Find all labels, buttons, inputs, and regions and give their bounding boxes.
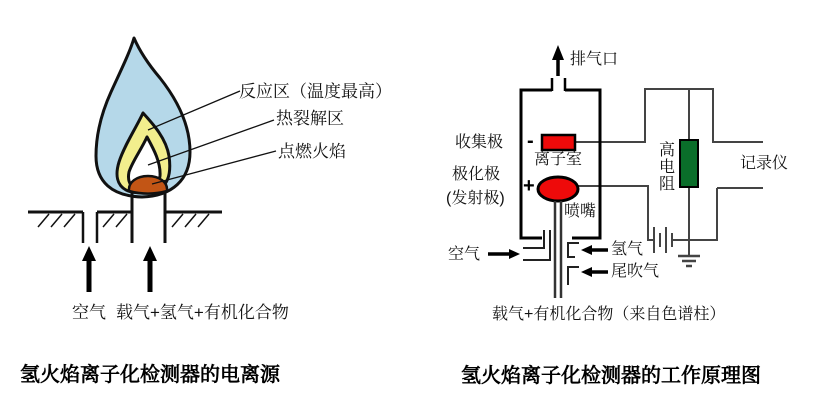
burner-structure [28, 191, 222, 243]
air-label-left: 空气 [72, 303, 106, 322]
collector-electrode-shape [542, 135, 575, 150]
air-arrow-head [82, 246, 96, 261]
makeup-gas-label: 尾吹气 [611, 263, 660, 280]
makeup-arrow-head [581, 267, 592, 277]
battery-symbol [654, 227, 672, 253]
collector-label: 收集极 [455, 134, 504, 151]
nozzle-label: 喷嘴 [564, 203, 597, 220]
gas-flow-arrows [82, 246, 157, 292]
emitter-label: (发射极) [446, 190, 505, 207]
exhaust-arrow [552, 45, 564, 76]
ion-chamber-label: 离子室 [534, 151, 583, 168]
carrier-gas-label-right: 载气+有机化合物（来自色谱柱） [492, 306, 726, 323]
high-resistance-label: 高电阻 [658, 142, 675, 193]
ignition-flame-label: 点燃火焰 [278, 142, 346, 161]
makeup-inlet-structure [568, 267, 579, 285]
emitter-nozzle-shape [538, 177, 578, 201]
reaction-zone-label: 反应区（温度最高） [239, 82, 392, 101]
high-resistance-resistor [680, 140, 698, 187]
hydrogen-label: 氢气 [611, 241, 644, 258]
air-inlet-arrow-head [509, 249, 520, 259]
polarizing-label: 极化极 [452, 166, 501, 183]
air-label-right: 空气 [448, 246, 481, 263]
recorder-label: 记录仪 [740, 155, 789, 172]
air-inlet-structure [523, 230, 550, 261]
minus-sign: - [527, 130, 534, 152]
plus-sign: + [523, 175, 535, 197]
carrier-arrow-head [143, 246, 157, 261]
pyrolysis-zone-label: 热裂解区 [276, 109, 344, 128]
ignition-dome-shape [129, 176, 167, 194]
hydrogen-arrow-head [581, 245, 592, 255]
left-caption: 氢火焰离子化检测器的电离源 [20, 364, 280, 386]
jet-tube [555, 201, 561, 298]
exhaust-port-label: 排气口 [570, 51, 619, 68]
ground-symbol [678, 256, 700, 266]
ground-hatching [38, 214, 209, 227]
right-caption: 氢火焰离子化检测器的工作原理图 [461, 365, 761, 387]
carrier-gas-label-left: 载气+氢气+有机化合物 [116, 303, 289, 322]
hydrogen-inlet-structure [568, 243, 579, 257]
